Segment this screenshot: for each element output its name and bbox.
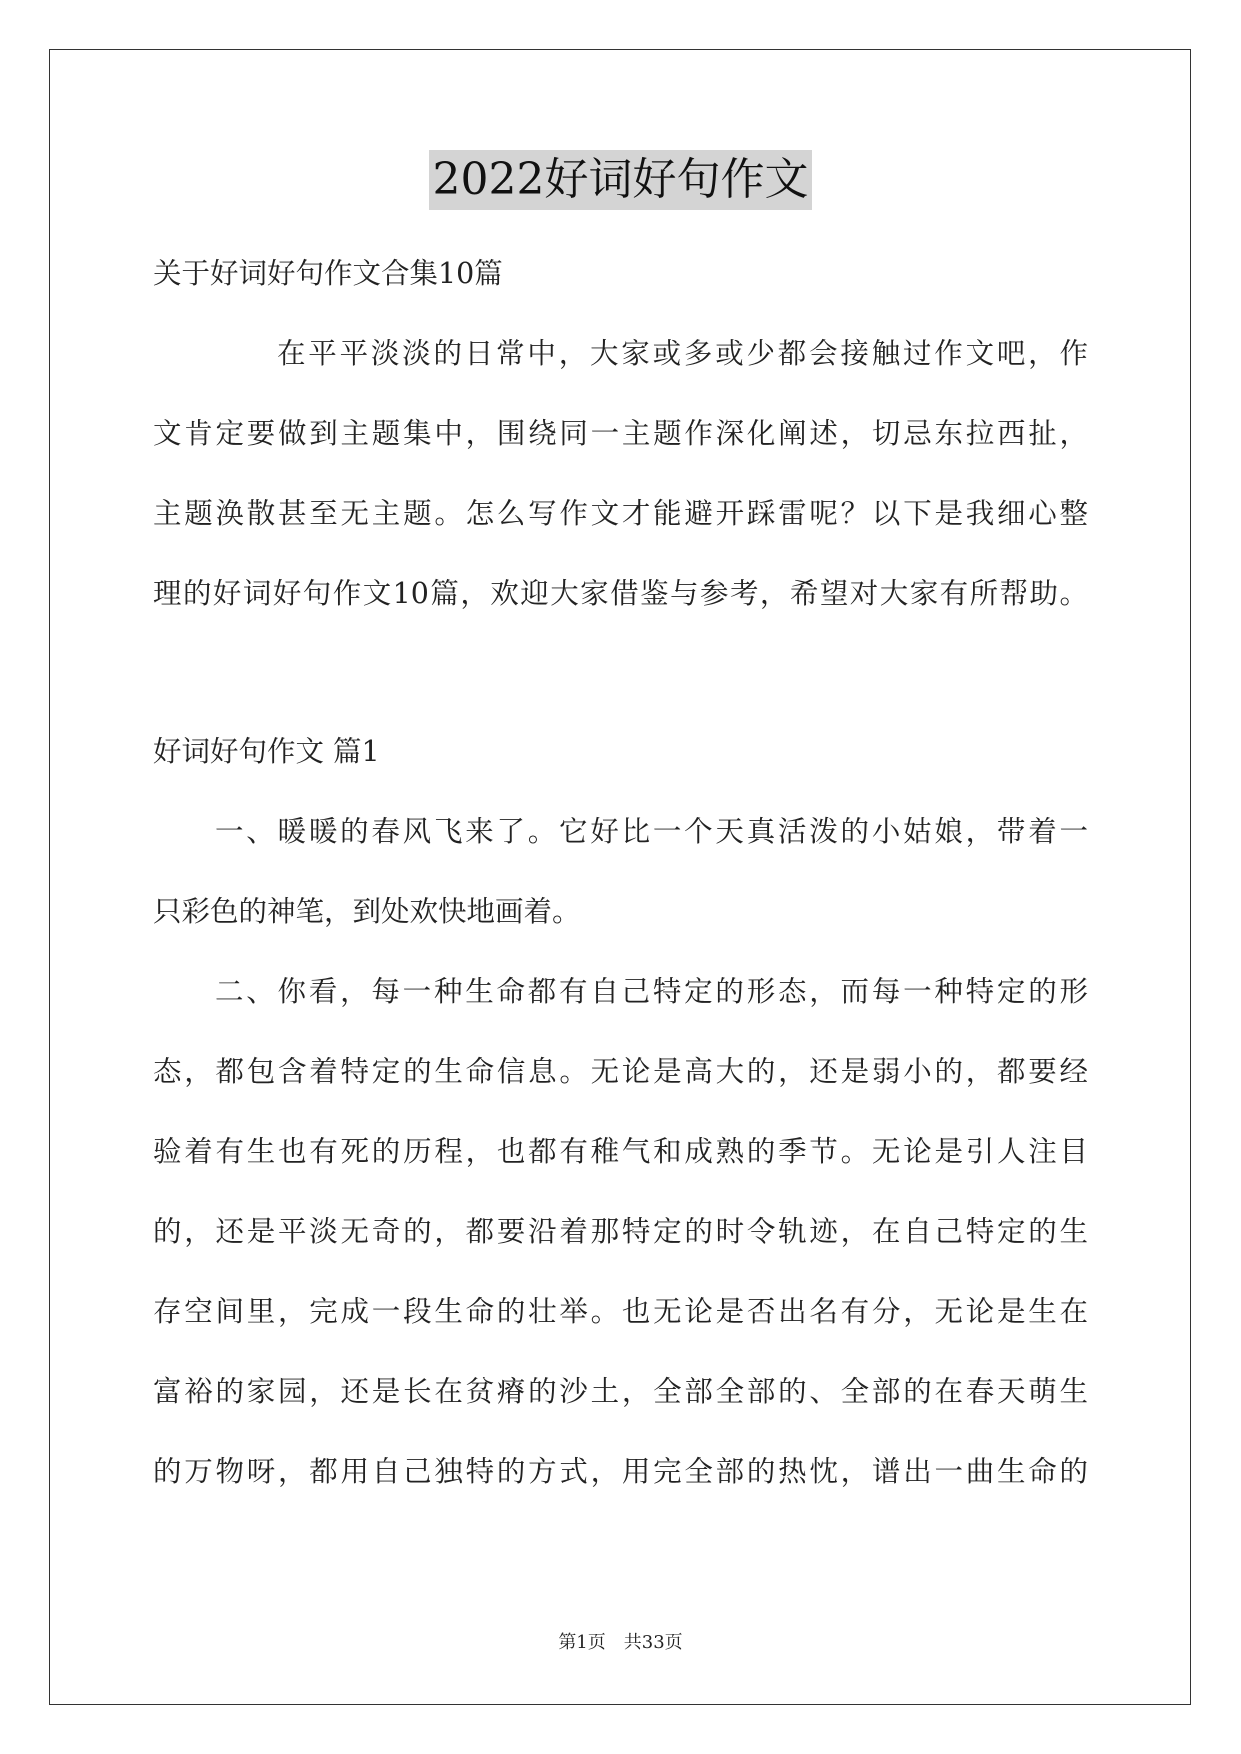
intro-line: 在平平淡淡的日常中，大家或多或少都会接触过作文吧，作 [277, 337, 1088, 370]
intro-line: 文肯定要做到主题集中，围绕同一主题作深化阐述，切忌东拉西扯， [153, 417, 1088, 450]
paragraph-line: 二、你看，每一种生命都有自己特定的形态，而每一种特定的形 [215, 975, 1088, 1008]
intro-line: 主题涣散甚至无主题。怎么写作文才能避开踩雷呢？以下是我细心整 [153, 497, 1088, 530]
paragraph-line: 存空间里，完成一段生命的壮举。也无论是否出名有分，无论是生在 [153, 1295, 1088, 1328]
paragraph-line: 态，都包含着特定的生命信息。无论是高大的，还是弱小的，都要经 [153, 1055, 1088, 1088]
page-number: 第1页 共33页 [558, 1632, 683, 1653]
paragraph-line: 的万物呀，都用自己独特的方式，用完全部的热忱，谱出一曲生命的 [153, 1455, 1088, 1488]
document-subtitle: 关于好词好句作文合集10篇 [153, 257, 503, 290]
document-title: 2022好词好句作文 [429, 150, 813, 210]
paragraph-line: 一、暖暖的春风飞来了。它好比一个天真活泼的小姑娘，带着一 [215, 815, 1088, 848]
section-heading: 好词好句作文 篇1 [153, 735, 380, 768]
intro-line: 理的好词好句作文10篇，欢迎大家借鉴与参考，希望对大家有所帮助。 [153, 577, 1088, 610]
paragraph-line: 只彩色的神笔，到处欢快地画着。 [153, 895, 581, 928]
title-container [0, 150, 1241, 210]
paragraph-line: 富裕的家园，还是长在贫瘠的沙土，全部全部的、全部的在春天萌生 [153, 1375, 1088, 1408]
paragraph-line: 的，还是平淡无奇的，都要沿着那特定的时令轨迹，在自己特定的生 [153, 1215, 1088, 1248]
paragraph-line: 验着有生也有死的历程，也都有稚气和成熟的季节。无论是引人注目 [153, 1135, 1088, 1168]
section-gap [153, 634, 1088, 712]
document-body [153, 234, 1088, 1512]
